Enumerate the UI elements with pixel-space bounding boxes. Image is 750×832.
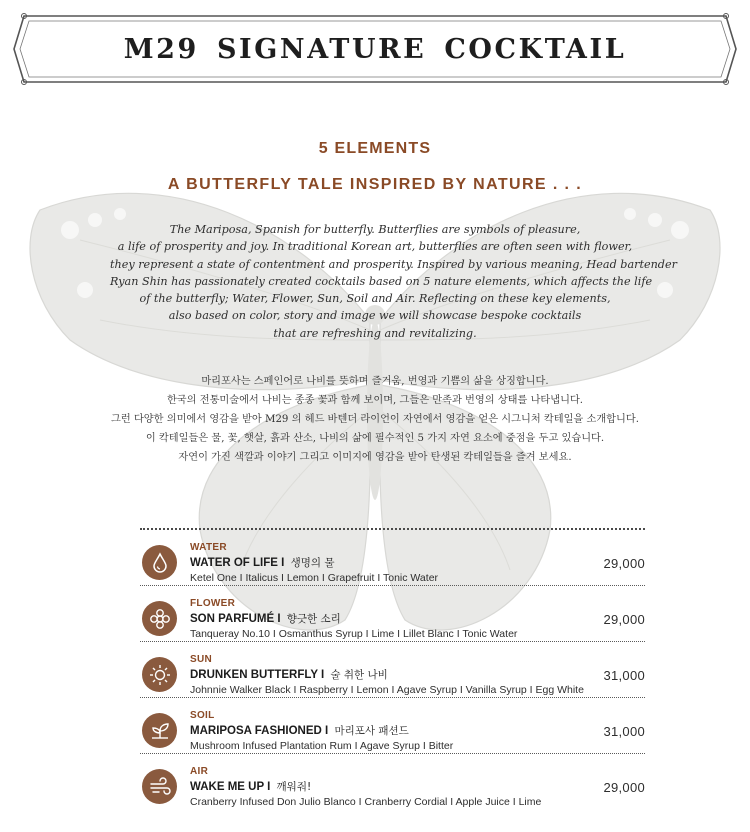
- menu-item-flower: [140, 586, 645, 641]
- intro-english-line: they represent a state of contentment and prosperity. Inspired by various meaning, Head bartender: [110, 257, 677, 271]
- intro-korean-line: 그런 다양한 의미에서 영감을 받아 M29 의 헤드 바텐더 라이언이 자연에서 영감을 얻은 시그니처 칵테일을 소개합니다.: [111, 414, 639, 425]
- menu-item-soil: [140, 698, 645, 753]
- sun-icon: [142, 657, 177, 692]
- menu-item-name-line: [190, 723, 409, 738]
- menu-item-name: WAKE ME UP: [190, 781, 264, 793]
- menu-item-name-line: [190, 611, 341, 626]
- intro-english-line: The Mariposa, Spanish for butterfly. Butterflies are symbols of pleasure,: [169, 223, 581, 236]
- menu-item-category: FLOWER: [190, 598, 236, 609]
- menu-item-name-line: [190, 555, 334, 570]
- intro-korean-line: 자연이 가진 색깔과 이야기 그리고 이미지에 영감을 받아 탄생된 칵테일들을 즐겨 보세요.: [178, 452, 572, 463]
- menu-item-name-korean: 향긋한 소리: [286, 613, 341, 625]
- flower-icon: [142, 601, 177, 636]
- page-title: M29 SIGNATURE COCKTAIL: [123, 33, 627, 65]
- menu-item-category: SOIL: [190, 710, 215, 721]
- menu-item-category: AIR: [190, 766, 209, 777]
- sprout-icon: [142, 713, 177, 748]
- intro-korean: [40, 372, 710, 467]
- menu-item-name-korean: 깨워줘!: [276, 781, 312, 793]
- cocktail-menu: [140, 528, 645, 809]
- menu-item-price: 29,000: [603, 612, 645, 627]
- menu-item-ingredients: Mushroom Infused Plantation Rum I Agave Syrup I Bitter: [190, 740, 454, 752]
- menu-item-ingredients: Cranberry Infused Don Julio Blanco I Cranberry Cordial I Apple Juice I Lime: [190, 796, 542, 808]
- intro-english-line: also based on color, story and image we will showcase bespoke cocktails: [168, 309, 582, 323]
- menu-item-name-line: [190, 779, 311, 794]
- intro-english-line: of the butterfly; Water, Flower, Sun, Soil and Air. Reflecting on these key elements,: [139, 292, 611, 306]
- menu-item-name-line: [190, 667, 388, 682]
- menu-item-ingredients: Ketel One I Italicus I Lemon I Grapefruit I Tonic Water: [190, 572, 439, 584]
- menu-item-separator: I: [325, 725, 329, 737]
- menu-item-name-korean: 마리포사 패션드: [334, 725, 409, 737]
- menu-item-separator: I: [277, 613, 281, 625]
- menu-item-category: WATER: [190, 542, 227, 553]
- menu-item-name-korean: 생명의 물: [290, 557, 335, 569]
- menu-item-name: SON PARFUMÉ: [190, 613, 275, 625]
- subtitle-5-elements: 5 ELEMENTS: [318, 140, 432, 157]
- menu-item-name-korean: 술 취한 나비: [330, 669, 388, 681]
- wind-icon: [142, 769, 177, 804]
- menu-item-separator: I: [267, 781, 271, 793]
- intro-korean-line: 마리포사는 스페인어로 나비를 뜻하며 즐거움, 번영과 기쁨의 삶을 상징합니다.: [201, 376, 549, 387]
- menu-item-ingredients: Tanqueray No.10 I Osmanthus Syrup I Lime I Lillet Blanc I Tonic Water: [190, 628, 518, 640]
- intro-english: [110, 221, 677, 342]
- intro-korean-line: 한국의 전통미술에서 나비는 종종 꽃과 함께 보이며, 그들은 만족과 번영의 상태를 나타냅니다.: [166, 395, 584, 406]
- menu-item-price: 31,000: [603, 668, 645, 683]
- menu-item-category: SUN: [190, 654, 213, 665]
- menu-item-ingredients: Johnnie Walker Black I Raspberry I Lemon I Agave Syrup I Vanilla Syrup I Egg White: [190, 684, 584, 696]
- menu-item-price: 29,000: [603, 556, 645, 571]
- menu-item-price: 31,000: [603, 724, 645, 739]
- header-banner: [10, 12, 740, 86]
- intro-english-line: a life of prosperity and joy. In traditional Korean art, butterflies are often seen with flower,: [117, 240, 633, 254]
- menu-item-name: MARIPOSA FASHIONED: [190, 725, 322, 737]
- intro-korean-line: 이 칵테일들은 물, 꽃, 햇살, 흙과 산소, 나비의 삶에 필수적인 5 가지 자연 요소에 중점을 두고 있습니다.: [145, 433, 605, 444]
- menu-item-separator: I: [321, 669, 325, 681]
- menu-item-separator: I: [281, 557, 285, 569]
- menu-item-water: [140, 530, 645, 585]
- menu-item-name: WATER OF LIFE: [190, 557, 278, 569]
- intro-english-line: that are refreshing and revitalizing.: [273, 326, 477, 340]
- water-drop-icon: [142, 545, 177, 580]
- intro-english-line: Ryan Shin has passionately created cocktails based on 5 nature elements, which affects the life: [110, 274, 653, 288]
- menu-item-price: 29,000: [603, 780, 645, 795]
- menu-item-name: DRUNKEN BUTTERFLY: [190, 669, 318, 681]
- menu-item-air: [140, 754, 645, 809]
- butterfly-tale-heading: A BUTTERFLY TALE INSPIRED BY NATURE . . .: [167, 176, 583, 193]
- menu-item-sun: [140, 642, 645, 697]
